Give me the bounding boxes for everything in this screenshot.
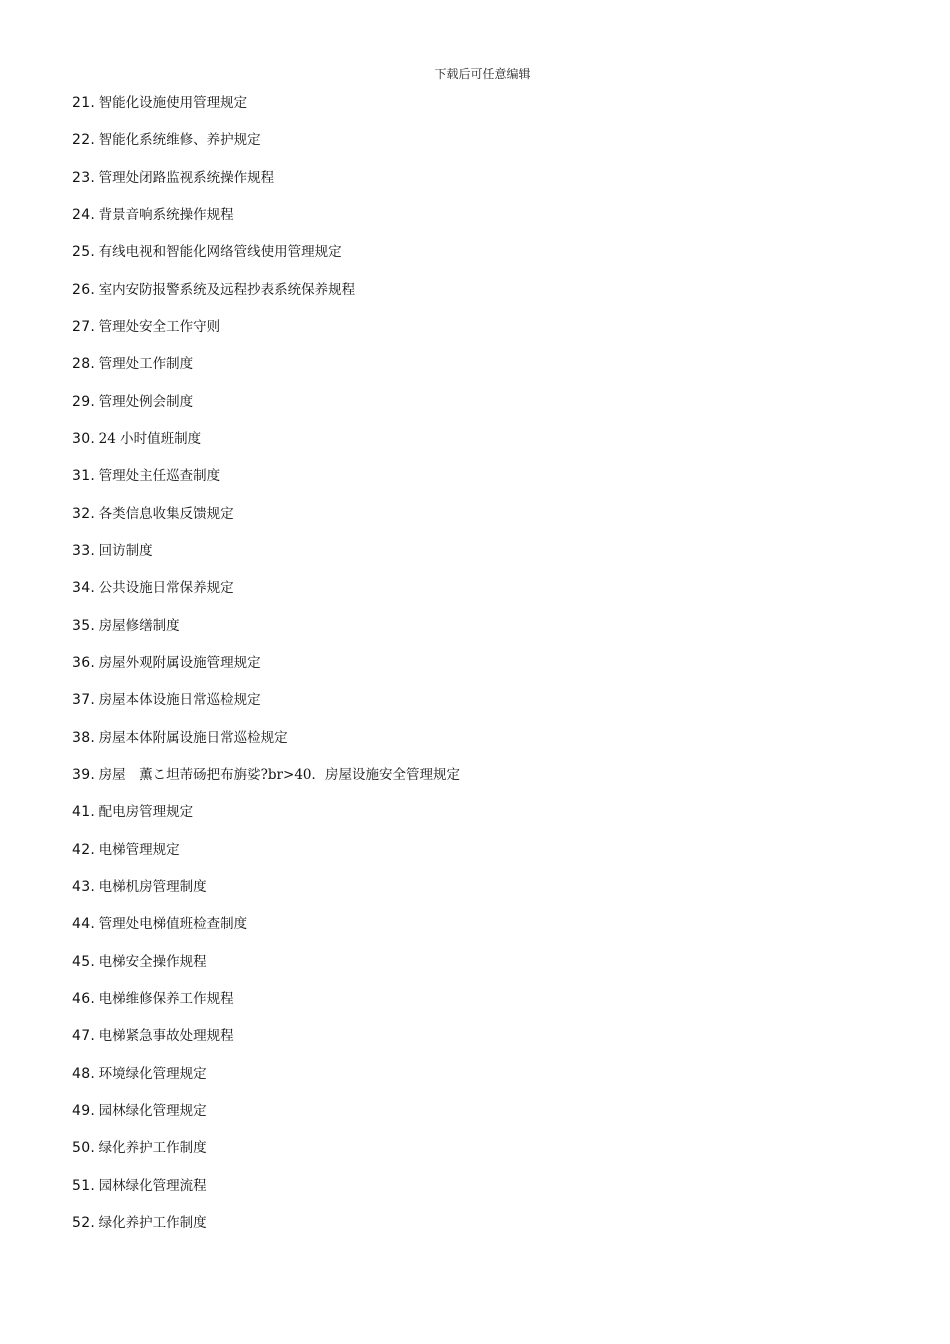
item-title: 室内安防报警系统及远程抄表系统保养规程 [98,281,356,298]
item-number: 32. [72,505,96,522]
item-title: 管理处例会制度 [98,393,194,410]
item-number: 49. [72,1102,96,1119]
item-title: 智能化设施使用管理规定 [98,95,248,111]
list-item [72,951,460,988]
item-number: 25. [72,244,96,261]
item-number: 27. [72,318,96,335]
item-number: 39. [72,766,96,783]
list-item [72,876,460,913]
item-title: 回访制度 [98,542,153,559]
item-title: 配电房管理规定 [98,804,194,821]
item-title: 管理处闭路监视系统操作规程 [98,169,275,186]
list-item [72,913,460,950]
item-number: 46. [72,990,96,1007]
list-item [72,129,460,166]
item-title: 房屋本体附属设施日常巡检规定 [98,729,288,746]
item-title: 房屋本体设施日常巡检规定 [98,692,261,709]
list-item [72,428,460,465]
item-title: 电梯紧急事故处理规程 [98,1028,234,1045]
list-item [72,1137,460,1174]
item-number: 35. [72,617,96,634]
list-item [72,353,460,390]
document-list [72,92,460,1249]
item-title: 电梯安全操作规程 [98,953,207,970]
list-item [72,727,460,764]
list-item [72,1175,460,1212]
item-number: 50. [72,1140,96,1157]
list-item [72,279,460,316]
list-item [72,167,460,204]
item-number: 38. [72,729,96,746]
item-title: 管理处主任巡查制度 [98,468,221,485]
item-number: 31. [72,468,96,485]
item-title: 电梯管理规定 [98,841,180,858]
item-title: 各类信息收集反馈规定 [98,505,234,522]
item-number: 37. [72,692,96,709]
item-number: 41. [72,804,96,821]
page-header: 下载后可任意编辑 [434,67,531,81]
item-title: 管理处电梯值班检查制度 [98,916,248,933]
item-title: 管理处工作制度 [98,356,194,373]
list-item [72,689,460,726]
item-title: 园林绿化管理规定 [98,1102,207,1119]
item-title: 房屋外观附属设施管理规定 [98,654,261,671]
item-number: 29. [72,393,96,410]
list-item [72,1063,460,1100]
item-title: 绿化养护工作制度 [98,1214,207,1231]
item-title: 24 小时值班制度 [98,430,202,447]
item-title: 有线电视和智能化网络管线使用管理规定 [98,244,342,261]
item-number: 30. [72,430,96,447]
item-number: 21. [72,95,96,111]
list-item [72,1100,460,1137]
list-item [72,465,460,502]
list-item [72,1025,460,1062]
item-number: 44. [72,916,96,933]
list-item [72,241,460,278]
item-title: 电梯机房管理制度 [98,878,207,895]
item-number: 24. [72,206,96,223]
item-number: 52. [72,1214,96,1231]
item-title: 房屋 薫こ坦芾砀把布旃娑?br>40．房屋设施安全管理规定 [98,766,460,783]
item-title: 管理处安全工作守则 [98,318,221,335]
item-number: 28. [72,356,96,373]
list-item [72,615,460,652]
item-number: 23. [72,169,96,186]
list-item [72,1212,460,1249]
list-item [72,764,460,801]
list-item [72,577,460,614]
list-item [72,391,460,428]
item-title: 电梯维修保养工作规程 [98,990,234,1007]
list-item [72,801,460,838]
item-title: 园林绿化管理流程 [98,1177,207,1194]
item-number: 26. [72,281,96,298]
item-title: 房屋修缮制度 [98,617,180,634]
item-number: 48. [72,1065,96,1082]
item-number: 51. [72,1177,96,1194]
item-title: 背景音响系统操作规程 [98,206,234,223]
item-number: 22. [72,132,96,149]
item-number: 43. [72,878,96,895]
list-item [72,652,460,689]
list-item [72,540,460,577]
item-number: 33. [72,542,96,559]
item-number: 34. [72,580,96,597]
item-title: 环境绿化管理规定 [98,1065,207,1082]
item-title: 绿化养护工作制度 [98,1140,207,1157]
item-title: 智能化系统维修、养护规定 [98,132,261,149]
list-item [72,988,460,1025]
list-item [72,204,460,241]
item-title: 公共设施日常保养规定 [98,580,234,597]
item-number: 36. [72,654,96,671]
item-number: 42. [72,841,96,858]
list-item [72,316,460,353]
item-number: 45. [72,953,96,970]
list-item [72,92,460,129]
list-item [72,839,460,876]
list-item [72,503,460,540]
item-number: 47. [72,1028,96,1045]
